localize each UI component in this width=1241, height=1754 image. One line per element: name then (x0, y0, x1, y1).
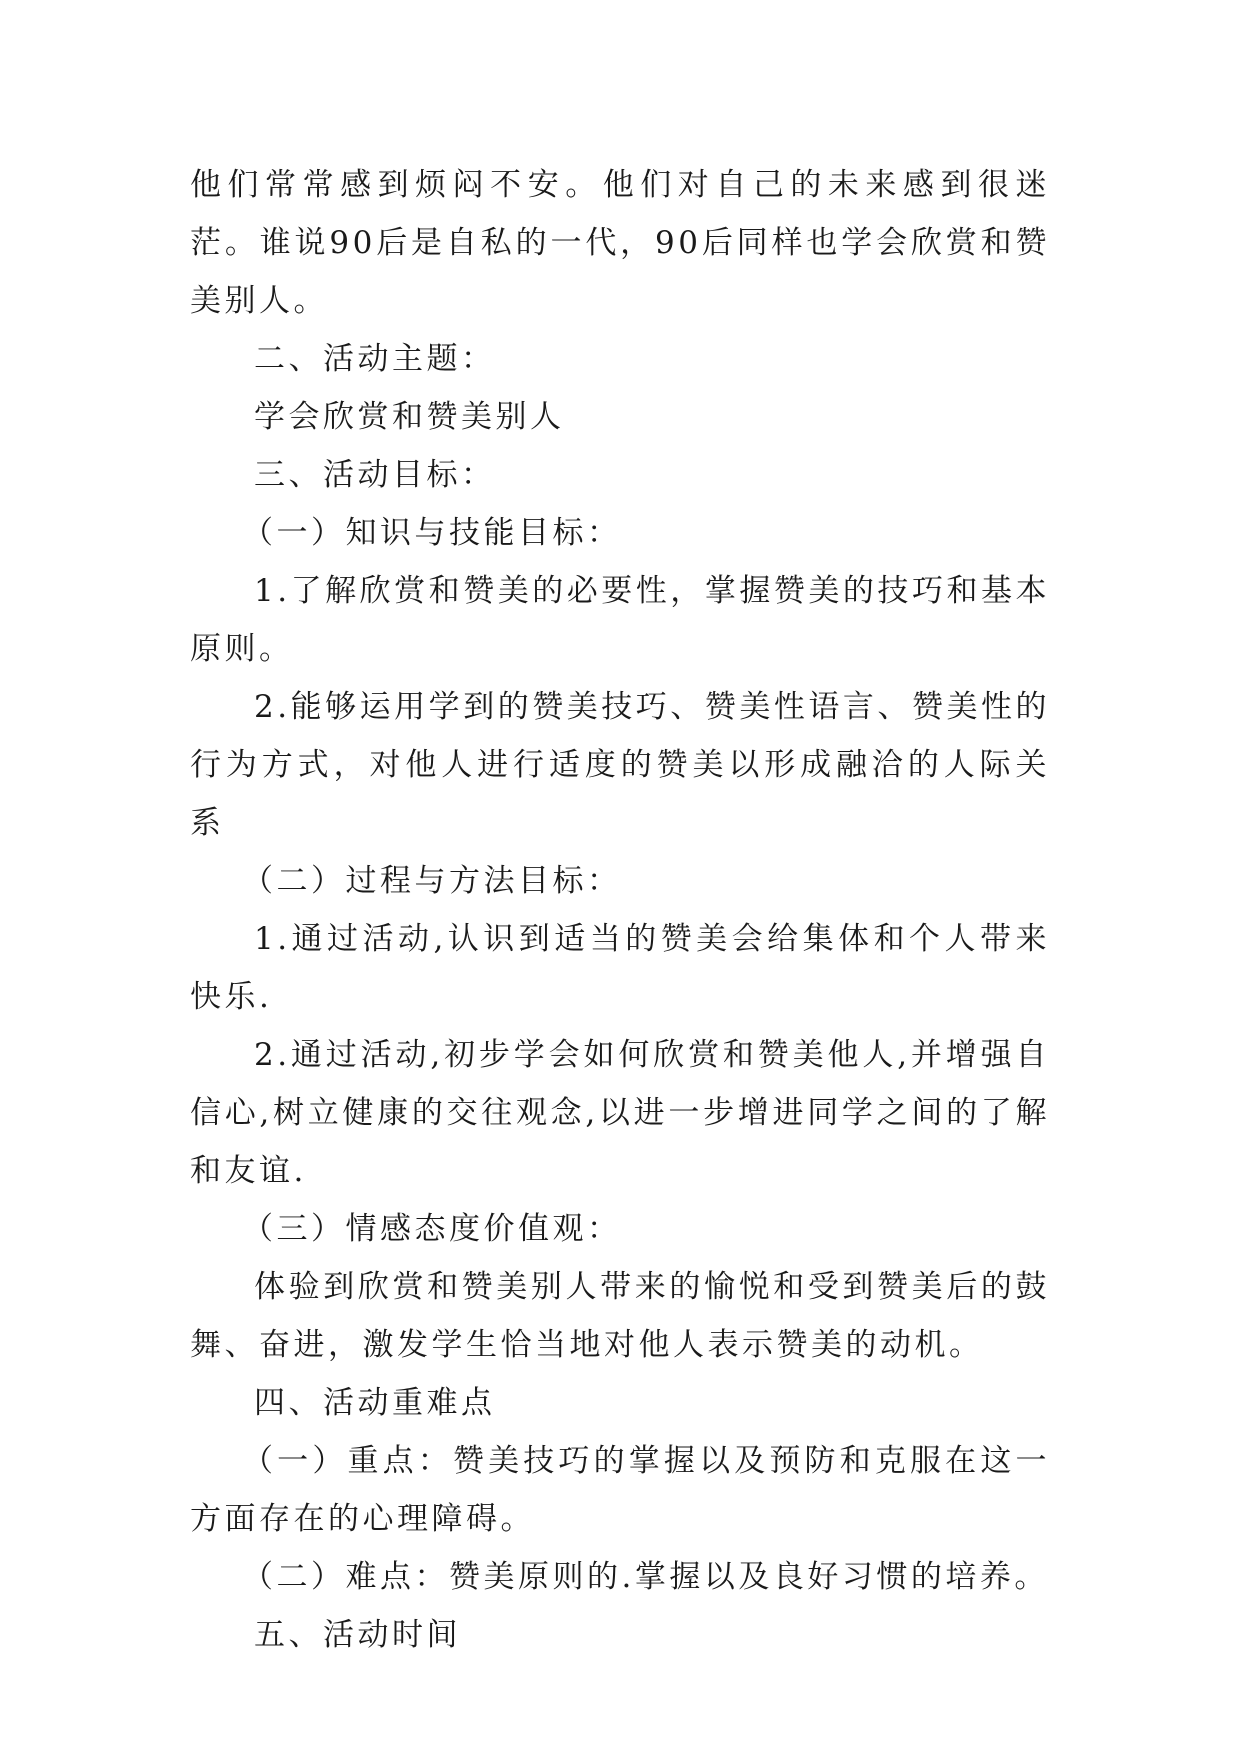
paragraph-activity-theme: 学会欣赏和赞美别人 (254, 399, 565, 435)
heading-activity-time: 五、活动时间 (254, 1617, 461, 1653)
document-body (190, 156, 1050, 1664)
subheading-knowledge-skills: （一）知识与技能目标： (242, 515, 622, 551)
heading-activity-theme: 二、活动主题： (254, 341, 496, 377)
paragraph-emotion-values: 体验到欣赏和赞美别人带来的愉悦和受到赞美后的鼓舞、奋进，激发学生恰当地对他人表示赞美的动机。 (190, 1269, 1050, 1363)
paragraph-intro-continuation: 他们常常感到烦闷不安。他们对自己的未来感到很迷茫。谁说90后是自私的一代，90后同样也学会欣赏和赞美别人。 (190, 167, 1050, 319)
paragraph-process-1: 1.通过活动,认识到适当的赞美会给集体和个人带来快乐. (190, 921, 1050, 1015)
heading-key-difficulties: 四、活动重难点 (254, 1385, 496, 1421)
subheading-emotion-values: （三）情感态度价值观： (242, 1211, 622, 1247)
heading-activity-goals: 三、活动目标： (254, 457, 496, 493)
paragraph-key-points: （一）重点：赞美技巧的掌握以及预防和克服在这一方面存在的心理障碍。 (190, 1443, 1050, 1537)
paragraph-difficulties: （二）难点：赞美原则的.掌握以及良好习惯的培养。 (242, 1559, 1049, 1595)
subheading-process-method: （二）过程与方法目标： (242, 863, 622, 899)
paragraph-process-2: 2.通过活动,初步学会如何欣赏和赞美他人,并增强自信心,树立健康的交往观念,以进一步增进同学之间的了解和友谊. (190, 1037, 1050, 1189)
paragraph-goal-1: 1.了解欣赏和赞美的必要性，掌握赞美的技巧和基本原则。 (190, 573, 1050, 667)
paragraph-goal-2: 2.能够运用学到的赞美技巧、赞美性语言、赞美性的行为方式，对他人进行适度的赞美以形成融洽的人际关系 (190, 689, 1050, 841)
